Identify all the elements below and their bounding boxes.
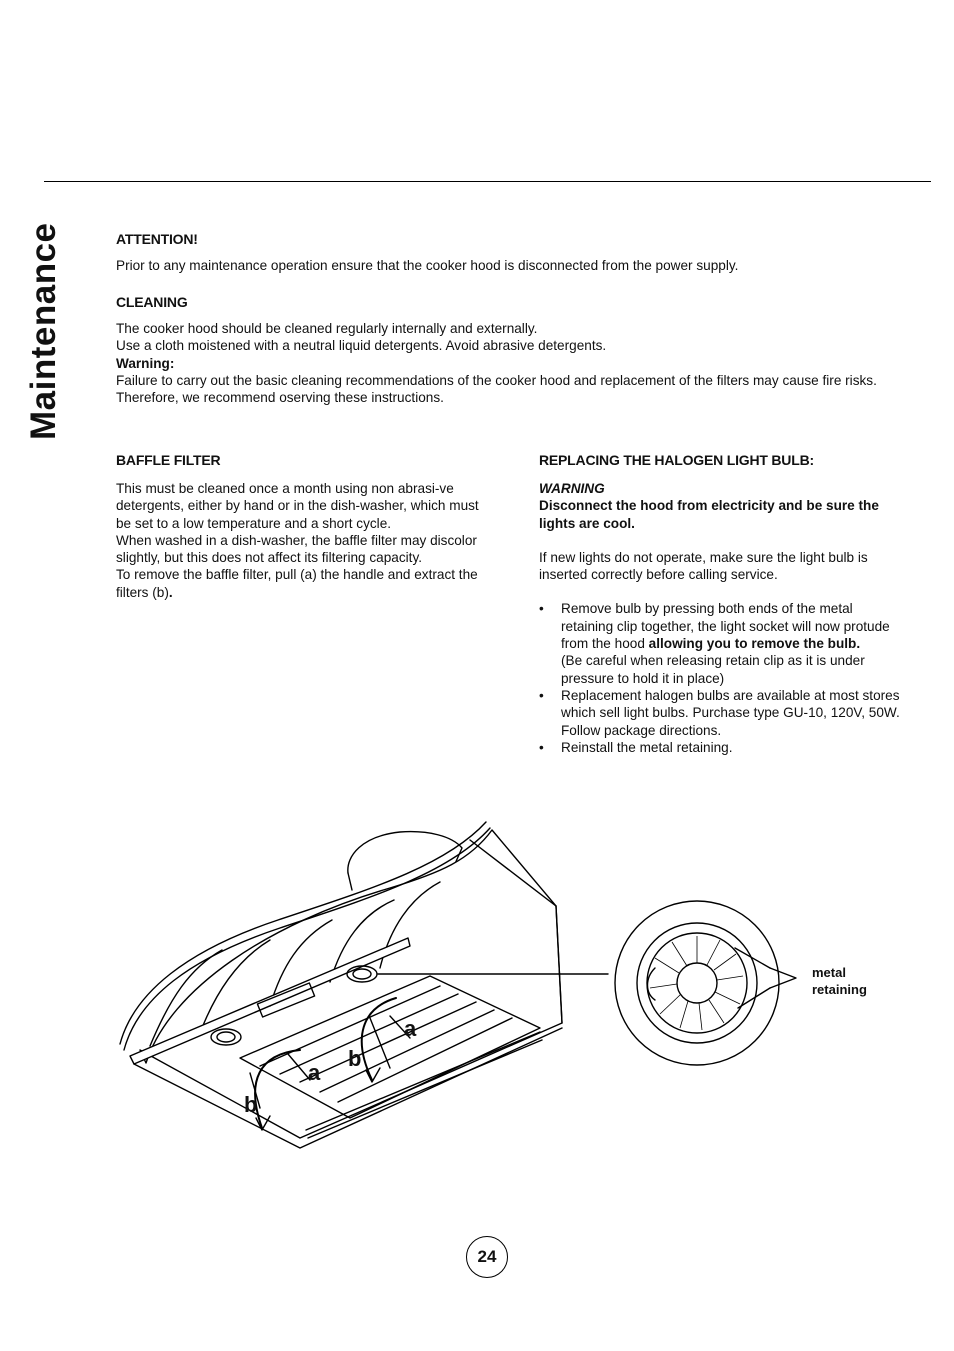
halogen-warning-text: Disconnect the hood from electricity and be sure the lights are cool.: [539, 498, 879, 531]
halogen-bullet-3: [539, 739, 901, 756]
bullet-3-text: Reinstall the metal retaining.: [561, 739, 733, 755]
baffle-section: [116, 452, 482, 601]
halogen-intro: If new lights do not operate, make sure the light bulb is inserted correctly before calling service.: [539, 549, 868, 583]
bullet-1-bold: allowing you to remove the bulb.: [648, 636, 861, 652]
callout-line-2: retaining: [812, 982, 867, 997]
halogen-warning-label: WARNING: [539, 481, 605, 496]
hood-illustration: [110, 818, 910, 1163]
label-b-right: b: [348, 1046, 362, 1071]
callout-line-1: metal: [812, 965, 846, 980]
label-b-left: b: [244, 1092, 258, 1117]
bullet-dot: •: [539, 601, 544, 617]
section-title-vertical: Maintenance: [24, 222, 63, 440]
cleaning-section: [116, 294, 906, 406]
label-a-right: a: [404, 1016, 417, 1041]
halogen-heading: REPLACING THE HALOGEN LIGHT BULB:: [539, 452, 814, 468]
attention-text: Prior to any maintenance operation ensure that the cooker hood is disconnected from the power supply.: [116, 258, 739, 273]
halogen-bullet-2: [539, 687, 901, 739]
header-rule: [44, 181, 931, 182]
bullet-1-text: Remove bulb by pressing both ends of the metal retaining clip together, the light socket will now protude from the hood: [561, 601, 890, 652]
halogen-bullet-1: [539, 600, 901, 686]
callout-metal-retaining: [812, 964, 867, 998]
label-a-left: a: [308, 1060, 321, 1085]
baffle-heading: BAFFLE FILTER: [116, 452, 221, 468]
halogen-section: [539, 452, 901, 756]
baffle-p2: When washed in a dish-washer, the baffle filter may discolor slightly, but this does not affect its filtering capacity.: [116, 532, 477, 566]
cleaning-warning-label: Warning:: [116, 355, 175, 371]
bullet-1-note: (Be careful when releasing retain clip as it is under pressure to hold it in place): [561, 653, 865, 686]
bullet-dot: •: [539, 687, 544, 703]
page-number: 24: [466, 1236, 508, 1278]
attention-heading: ATTENTION!: [116, 231, 198, 247]
baffle-p3: To remove the baffle filter, pull (a) the handle and extract the filters (b): [116, 567, 478, 600]
cleaning-line1: The cooker hood should be cleaned regularly internally and externally.: [116, 321, 538, 336]
cleaning-heading: CLEANING: [116, 294, 188, 310]
cleaning-warning-text: Failure to carry out the basic cleaning recommendations of the cooker hood and replacement of the filters may cause fire risks.: [116, 372, 877, 388]
attention-section: [116, 231, 906, 274]
bullet-2-text: Replacement halogen bulbs are available at most stores which sell light bulbs. Purchase type GU-10, 120V, 50W. Follow package directions.: [561, 687, 900, 738]
baffle-p1: This must be cleaned once a month using non abrasi-ve detergents, either by hand or in the dish-washer, which must be set to a low temperature and a short cycle.: [116, 481, 479, 531]
baffle-p3-end: .: [168, 584, 173, 600]
bullet-dot: •: [539, 739, 544, 755]
cleaning-recommend: Therefore, we recommend oserving these instructions.: [116, 390, 444, 406]
cleaning-line2: Use a cloth moistened with a neutral liquid detergents. Avoid abrasive detergents.: [116, 338, 607, 354]
